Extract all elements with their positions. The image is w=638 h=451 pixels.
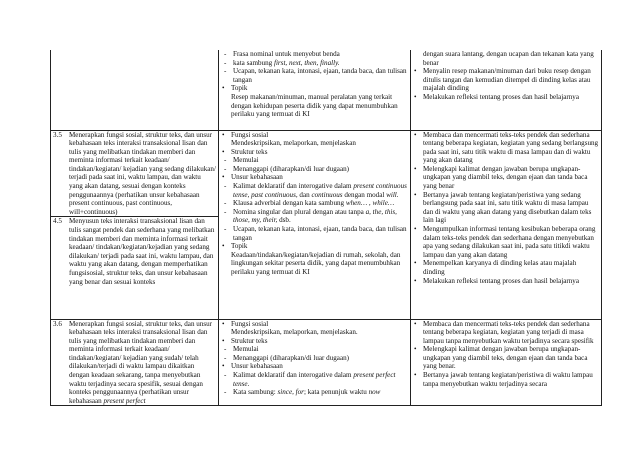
list-item: • Fungsi sosial <box>221 320 408 329</box>
materi-cell <box>219 319 411 406</box>
list-item: - kata sambung first, next, then, finally. <box>221 59 408 68</box>
table-row <box>51 319 602 406</box>
list-item: • Menempelkan karyanya di dinding kelas atau majalah dinding <box>413 259 599 276</box>
list-item: - Kalimat deklaratif dan interogative dalam present continuous tense, past continuous, dan continuous dengan modal will. <box>221 182 408 199</box>
list-item: • Struktur teks <box>221 337 408 346</box>
syllabus-table <box>50 50 602 406</box>
list-item: • Melakukan refleksi tentang proses dan hasil belajarnya <box>413 93 599 102</box>
table-row <box>51 50 602 130</box>
kd-cell <box>51 50 219 130</box>
kd-cell <box>51 319 219 406</box>
pembelajaran-cell <box>411 130 602 319</box>
kd-text: Menyusun teks interaksi transaksional lisan dan tulis sangat pendek dan sederhana yang melibatkan tindakan memberi dan meminta informasi terkait keadaan/ tindakan/kegiatan/kejadian yang sedang dilakukan/ terjadi pada saat ini, waktu lampau, dan waktu yang akan datang, dengan memperhatikan fungsisosial, struktur teks, dan unsur kebahasaan yang benar dan sesuai konteks <box>69 217 215 286</box>
list-item: Resep makanan/minuman, manual peralatan yang terkait dengan kehidupan peserta didik yang dapat menumbuhkan perilaku yang termuat di KI <box>231 92 398 119</box>
pembelajaran-cell <box>411 319 602 406</box>
list-item: - Memulai <box>221 156 408 165</box>
list-item: • Bertanya jawab tentang kegiatan/peristiwa di waktu lampau tanpa menyebutkan waktu terjadinya secara <box>413 371 599 388</box>
materi-cell <box>219 130 411 319</box>
list-item: - Menanggapi (diharapkan/di luar dugaan) <box>221 354 408 363</box>
kd-item <box>53 320 216 406</box>
list-item: • Topik <box>221 242 408 251</box>
list-item: - Menanggapi (diharapkan/di luar dugaan) <box>221 165 408 174</box>
kd-number: 3.5 <box>53 130 62 139</box>
list-item: - Kata sambung: since, for; kata penunjuk waktu now <box>221 388 408 397</box>
kd-number: 4.5 <box>53 217 62 226</box>
list-item: • Unsur kebahasaan <box>221 362 408 371</box>
list-item: Mendeskripsikan, melaporkan, menjelaskan <box>231 139 356 148</box>
kd-item <box>53 217 216 286</box>
list-item: • Fungsi sosial <box>221 131 408 140</box>
list-item: - Klausa adverbial dengan kata sambung when… , while… <box>221 199 408 208</box>
kd-text: Menerapkan fungsi sosial, struktur teks, dan unsur kebahasaan teks interaksi transaksional lisan dan tulis yang melibatkan tindakan memberi dan meminta informasi terkait keadaan/ tindakan/kegiatan/ kejadian yang sudah/ telah dilakukan/terjadi di waktu lampau dikaitkan dengan keadaan sekarang, tanpa menyebutkan waktu terjadinya secara spesifik, sesuai dengan konteks penggunaannya (perhatikan unsur kebahasaan present perfect <box>69 319 213 405</box>
list-item: • Menyalin resep makanan/minuman dari buku resep dengan ditulis tangan dan kemudian ditempel di dinding kelas atau majalah dinding <box>413 67 599 93</box>
list-item: Keadaan/tindakan/kegiatan/kejadian di rumah, sekolah, dan lingkungan sekitar peserta didik, yang dapat menumbuhkan perilaku yang termuat di KI <box>231 250 401 276</box>
list-item: • Struktur teks <box>221 148 408 157</box>
list-item: - Memulai <box>221 345 408 354</box>
list-item: • Topik <box>221 84 408 93</box>
list-item: • Unsur kebahasaan <box>221 173 408 182</box>
list-item: - Nomina singular dan plural dengan atau tanpa a, the, this, those, my, their, dsb. <box>221 208 408 225</box>
materi-cell <box>219 50 411 130</box>
kd-cell <box>51 130 219 319</box>
list-item: • Membaca dan mencermati teks-teks pendek dan sederhana tentang beberapa kegiatan, kegiatan yang terjadi di masa lampau tanpa menyebutkan waktu terjadinya secara spesifik <box>413 320 599 346</box>
table-row <box>51 130 602 319</box>
list-item: • Mengumpulkan informasi tentang kesibukan beberapa orang dalam teks-teks pendek dan sederhana dengan menyebutkan apa yang sedang dilakukan saat ini, pada satu titikdi waktu lampau dan yang akan datang <box>413 225 599 259</box>
list-item: - Ucapan, tekanan kata, intonasi, ejaan, tanda baca, dan tulisan tangan <box>221 67 408 84</box>
kd-number: 3.6 <box>53 319 62 328</box>
list-item: dengan suara lantang, dengan ucapan dan tekanan kata yang benar <box>423 50 594 67</box>
list-item: - Kalimat deklaratif dan interogative dalam present perfect tense. <box>221 371 408 388</box>
pembelajaran-cell <box>411 50 602 130</box>
list-item: • Melakukan refleksi tentang proses dan hasil belajarnya <box>413 277 599 286</box>
list-item: Mendeskripsikan, melaporkan, menjelaskan. <box>231 328 358 337</box>
list-item: • Melengkapi kalimat dengan jawaban berupa ungkapan-ungkapan yang diambil teks, dengan ejaan dan tanda baca yang benar. <box>413 345 599 371</box>
list-item: - Ucapan, tekanan kata, intonasi, ejaan, tanda baca, dan tulisan tangan <box>221 225 408 242</box>
kd-text: Menerapkan fungsi sosial, struktur teks, dan unsur kebahasaan teks interaksi transaksional lisan dan tulis yang melibatkan tindakan memberi dan meminta informasi terkait keadaan/ tindakan/kegiatan/ kejadian yang sedang dilakukan/ terjadi pada saat ini, waktu lampau, dan waktu yang akan datang, sesuai dengan konteks penggunaannya (perhatikan unsur kebahasaan present continuous, past continuous, will+continuous) <box>69 130 216 216</box>
kd-item <box>53 131 216 217</box>
list-item: • Bertanya jawab tentang kegiatan/peristiwa yang sedang berlangsung pada saat ini, satu titik waktu di masa lampau dan di waktu yang akan datang yang disebutkan dalam teks lain lagi <box>413 191 599 225</box>
list-item: • Melengkapi kalimat dengan jawaban berupa ungkapan-ungkapan yang diambil teks, dengan ejaan dan tanda baca yang benar <box>413 165 599 191</box>
list-item: • Membaca dan mencermati teks-teks pendek dan sederhana tentang beberapa kegiatan, kegiatan yang sedang berlangsung pada saat ini, satu titik waktu di masa lampau dan di waktu yang akan datang <box>413 131 599 165</box>
list-item: - Frasa nominal untuk menyebut benda <box>221 50 408 59</box>
